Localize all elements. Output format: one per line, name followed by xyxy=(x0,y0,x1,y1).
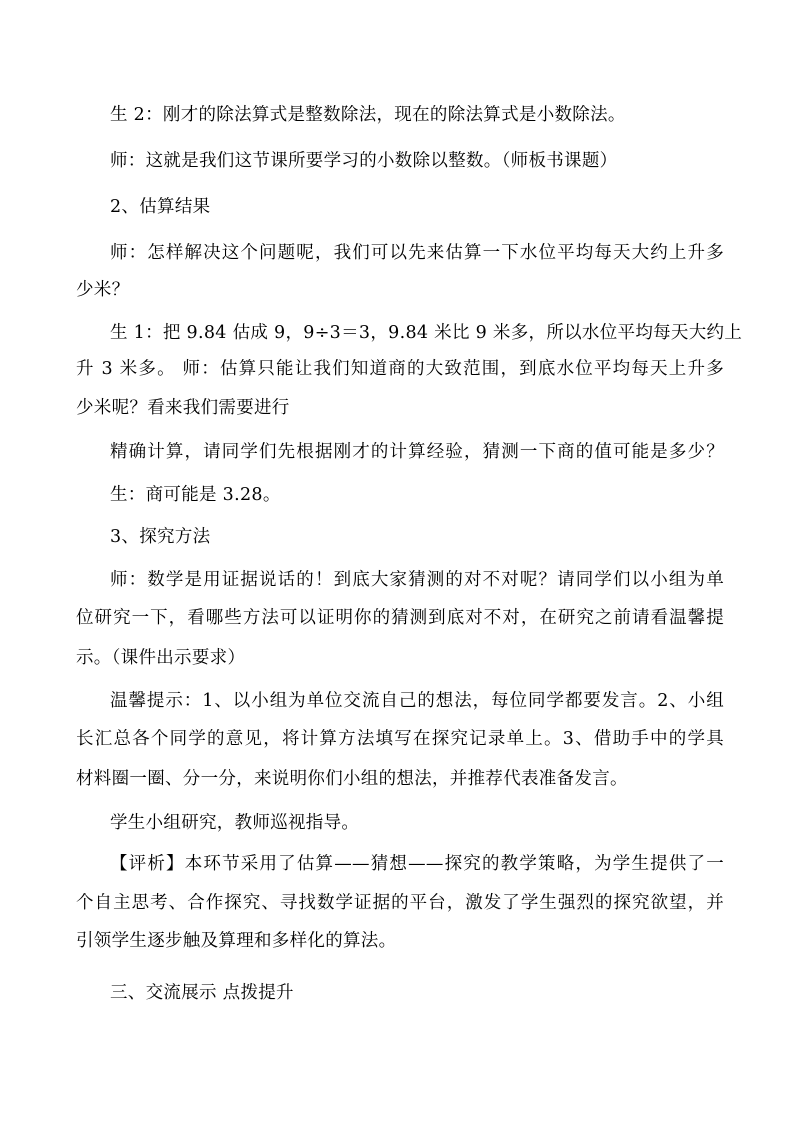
text-line-group-study: 学生小组研究，教师巡视指导。 xyxy=(110,813,360,833)
text-line-research-cont: 位研究一下，看哪些方法可以证明你的猜测到底对不对，在研究之前请看温馨提 xyxy=(76,608,724,628)
text-line-analysis-cont: 个自主思考、合作探究、寻找数学证据的平台，激发了学生强烈的探究欲望，并 xyxy=(76,893,724,913)
text-line-student1: 生 1：把 9.84 估成 9，9÷3＝3，9.84 米比 9 米多，所以水位平均每天大约上 xyxy=(110,323,743,343)
text-line-analysis-end: 引领学生逐步触及算理和多样化的算法。 xyxy=(76,931,397,951)
text-line-student2: 生 2：刚才的除法算式是整数除法，现在的除法算式是小数除法。 xyxy=(110,105,626,125)
section-heading-estimate: 2、估算结果 xyxy=(110,197,211,217)
text-line-tips-cont: 长汇总各个同学的意见，将计算方法填写在探究记录单上。3、借助手中的学具 xyxy=(76,729,724,749)
section-heading-exchange: 三、交流展示 点拨提升 xyxy=(110,983,294,1003)
text-line-student-guess: 生：商可能是 3.28。 xyxy=(110,485,281,505)
text-line-teacher-evidence: 师：数学是用证据说话的！到底大家猜测的对不对呢？请同学们以小组为单 xyxy=(110,570,724,590)
text-line-teacher-topic: 师：这就是我们这节课所要学习的小数除以整数。（师板书课题） xyxy=(110,151,618,171)
text-line-teacher-need: 少米呢？看来我们需要进行 xyxy=(76,398,290,418)
text-line-precise-calc: 精确计算，请同学们先根据刚才的计算经验，猜测一下商的值可能是多少？ xyxy=(110,442,724,462)
text-line-teacher-question: 师：怎样解决这个问题呢，我们可以先来估算一下水位平均每天大约上升多 xyxy=(110,243,724,263)
text-line-question-cont: 少米？ xyxy=(76,280,130,300)
text-line-analysis: 【评析】本环节采用了估算——猜想——探究的教学策略，为学生提供了一 xyxy=(110,854,724,874)
section-heading-explore: 3、探究方法 xyxy=(110,527,211,547)
text-line-tips: 温馨提示：1、以小组为单位交流自己的想法，每位同学都要发言。2、小组 xyxy=(110,691,724,711)
text-line-requirements: 示。（课件出示要求） xyxy=(76,648,246,668)
text-line-tips-end: 材料圈一圈、分一分，来说明你们小组的想法，并推荐代表准备发言。 xyxy=(76,769,628,789)
text-line-student1-cont: 升 3 米多。 师：估算只能让我们知道商的大致范围，到底水位平均每天上升多 xyxy=(76,359,724,379)
